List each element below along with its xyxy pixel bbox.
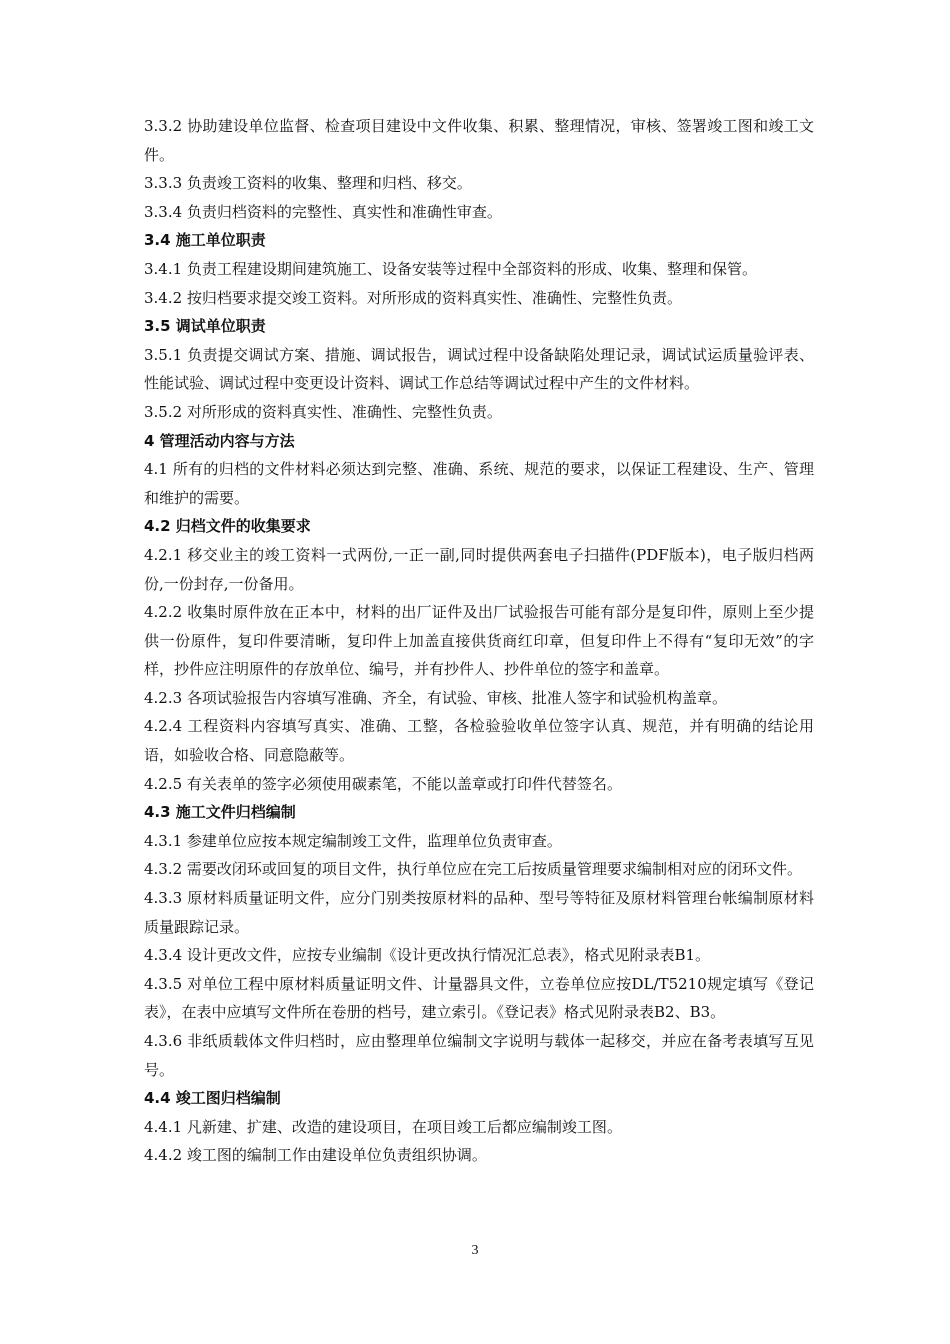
paragraph: 3.5.1 负责提交调试方案、措施、调试报告，调试过程中设备缺陷处理记录，调试试运质量验评表、性能试验、调试过程中变更设计资料、调试工作总结等调试过程中产生的文件材料。 xyxy=(144,345,814,393)
paragraph: 4.3.3 原材料质量证明文件，应分门别类按原材料的品种、型号等特征及原材料管理台帐编制原材料质量跟踪记录。 xyxy=(144,889,814,936)
section-heading: 3.4 施工单位职责 xyxy=(144,231,266,250)
paragraph: 4.3.5 对单位工程中原材料质量证明文件、计量器具文件，立卷单位应按DL/T5210规定填写《登记表》，在表中应填写文件所在卷册的档号，建立索引。《登记表》格式见附录表B2、B3。 xyxy=(144,974,814,1022)
paragraph: 4.1 所有的归档的文件材料必须达到完整、准确、系统、规范的要求，以保证工程建设、生产、管理和维护的需要。 xyxy=(144,460,814,507)
paragraph: 4.2.1 移交业主的竣工资料一式两份,一正一副,同时提供两套电子扫描件(PDF版本)，电子版归档两份,一份封存,一份备用。 xyxy=(144,545,814,593)
section-heading: 4.3 施工文件归档编制 xyxy=(144,803,296,822)
paragraph: 4.4.1 凡新建、扩建、改造的建设项目，在项目竣工后都应编制竣工图。 xyxy=(144,1117,622,1136)
paragraph: 4.3.2 需要改闭环或回复的项目文件，执行单位应在完工后按质量管理要求编制相对应的闭环文件。 xyxy=(144,860,802,879)
paragraph: 4.2.5 有关表单的签字必须使用碳素笔，不能以盖章或打印件代替签名。 xyxy=(144,774,622,793)
paragraph: 4.4.2 竣工图的编制工作由建设单位负责组织协调。 xyxy=(144,1146,487,1165)
paragraph: 4.2.3 各项试验报告内容填写准确、齐全，有试验、审核、批准人签字和试验机构盖章。 xyxy=(144,688,727,707)
paragraph: 3.3.2 协助建设单位监督、检查项目建设中文件收集、积累、整理情况，审核、签署竣工图和竣工文件。 xyxy=(144,117,814,164)
paragraph: 3.4.1 负责工程建设期间建筑施工、设备安装等过程中全部资料的形成、收集、整理和保管。 xyxy=(144,259,757,278)
section-heading: 4 管理活动内容与方法 xyxy=(144,431,295,450)
paragraph: 4.2.4 工程资料内容填写真实、准确、工整，各检验验收单位签字认真、规范，并有明确的结论用语，如验收合格、同意隐蔽等。 xyxy=(144,717,814,765)
paragraph: 3.5.2 对所形成的资料真实性、准确性、完整性负责。 xyxy=(144,402,502,421)
paragraph: 4.3.4 设计更改文件，应按专业编制《设计更改执行情况汇总表》，格式见附录表B1。 xyxy=(144,946,711,965)
paragraph: 3.3.4 负责归档资料的完整性、真实性和准确性审查。 xyxy=(144,202,502,221)
paragraph: 4.3.6 非纸质载体文件归档时，应由整理单位编制文字说明与载体一起移交，并应在备考表填写互见号。 xyxy=(144,1032,814,1079)
section-heading: 3.5 调试单位职责 xyxy=(144,317,266,336)
paragraph: 3.3.3 负责竣工资料的收集、整理和归档、移交。 xyxy=(144,174,472,193)
document-body xyxy=(144,112,814,1170)
section-heading: 4.4 竣工图归档编制 xyxy=(144,1089,281,1108)
paragraph: 4.3.1 参建单位应按本规定编制竣工文件，监理单位负责审查。 xyxy=(144,831,562,850)
page-number: 3 xyxy=(471,1243,479,1258)
section-heading: 4.2 归档文件的收集要求 xyxy=(144,517,311,536)
paragraph: 3.4.2 按归档要求提交竣工资料。对所形成的资料真实性、准确性、完整性负责。 xyxy=(144,288,682,307)
paragraph: 4.2.2 收集时原件放在正本中，材料的出厂证件及出厂试验报告可能有部分是复印件，原则上至少提供一份原件，复印件要清晰，复印件上加盖直接供货商红印章，但复印件上不得有“复印无效”的字样，抄件应注明原件的存放单位、编号，并有抄件人、抄件单位的签字和盖章。 xyxy=(144,603,814,679)
